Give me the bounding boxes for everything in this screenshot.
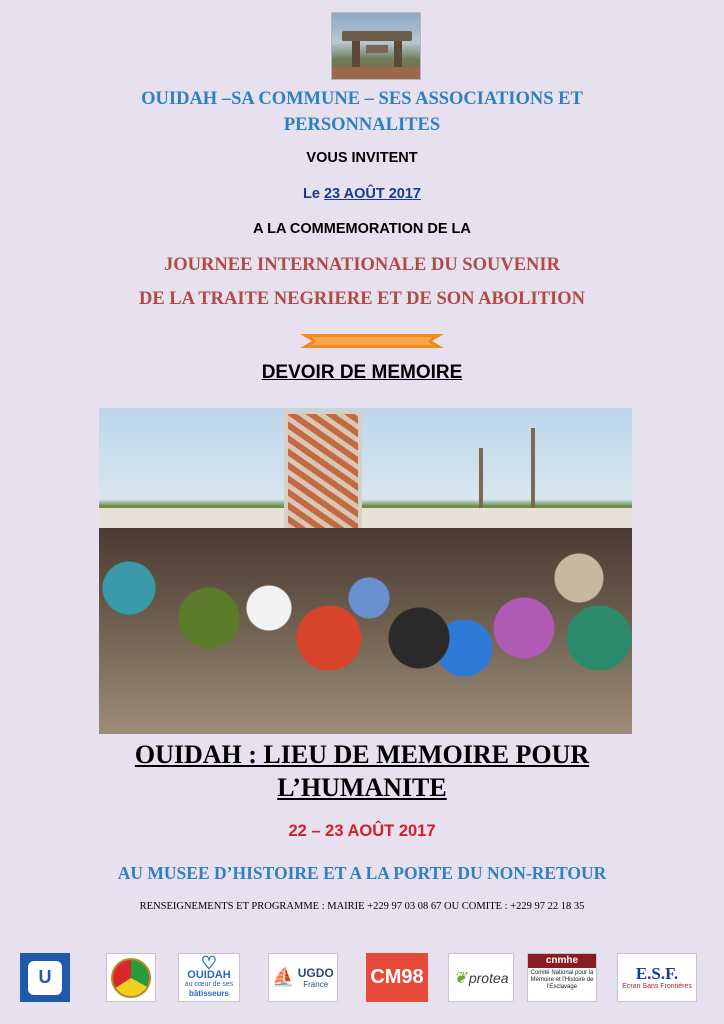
event-name-line-1: JOURNEE INTERNATIONALE DU SOUVENIR	[164, 255, 560, 275]
invite-text: VOUS INVITENT	[306, 150, 418, 166]
national-seal-logo	[106, 953, 156, 1002]
protea-logo: ❦ protea	[448, 953, 514, 1002]
event-date: 23 AOÛT 2017	[323, 186, 421, 202]
ouidah-batisseurs-logo: ♡ OUIDAH au cœur de ses bâtisseurs	[178, 953, 240, 1002]
event-name-line-2: DE LA TRAITE NEGRIERE ET DE SON ABOLITION	[138, 289, 586, 309]
organizers-heading	[0, 86, 724, 138]
commemoration-crowd-photo	[99, 408, 632, 734]
event-dates: 22 – 23 AOÛT 2017	[288, 822, 436, 840]
cnmhe-logo: cnmhe Comité National pour la Mémoire et l'Histoire de l'Esclavage	[527, 953, 597, 1002]
subtitle-devoir-de-memoire: DEVOIR DE MEMOIRE	[261, 362, 463, 383]
invite-date	[0, 186, 724, 202]
organizers-line-1: OUIDAH –SA COMMUNE – SES ASSOCIATIONS ET	[141, 89, 583, 109]
heart-icon: ♡	[200, 953, 218, 973]
main-title-line-1: OUIDAH : LIEU DE MEMOIRE POUR	[134, 740, 590, 769]
event-venue: AU MUSEE D’HISTOIRE ET A LA PORTE DU NON-RETOUR	[117, 863, 607, 883]
ugdo-france-logo: ⛵ UGDO France	[268, 953, 338, 1002]
main-title-line-2: L’HUMANITE	[277, 773, 447, 802]
orange-divider-ribbon	[300, 334, 444, 348]
commune-ouidah-logo: U	[20, 953, 70, 1002]
organizers-line-2: PERSONNALITES	[283, 115, 441, 135]
leaf-icon: ❦	[453, 969, 467, 987]
main-title	[0, 738, 724, 804]
date-prefix: Le	[303, 186, 320, 202]
sail-icon: ⛵	[272, 967, 295, 987]
memorial-monument	[284, 410, 362, 540]
cm98-logo: CM98	[366, 953, 428, 1002]
ouidah-gate-photo	[331, 12, 421, 80]
contact-info: RENSEIGNEMENTS ET PROGRAMME : MAIRIE +229 97 03 08 67 OU COMITE : +229 97 22 18 35	[139, 901, 585, 912]
commemoration-text: A LA COMMEMORATION DE LA	[253, 221, 471, 237]
esf-logo: E.S.F. Ecran Sans Frontières	[617, 953, 697, 1002]
